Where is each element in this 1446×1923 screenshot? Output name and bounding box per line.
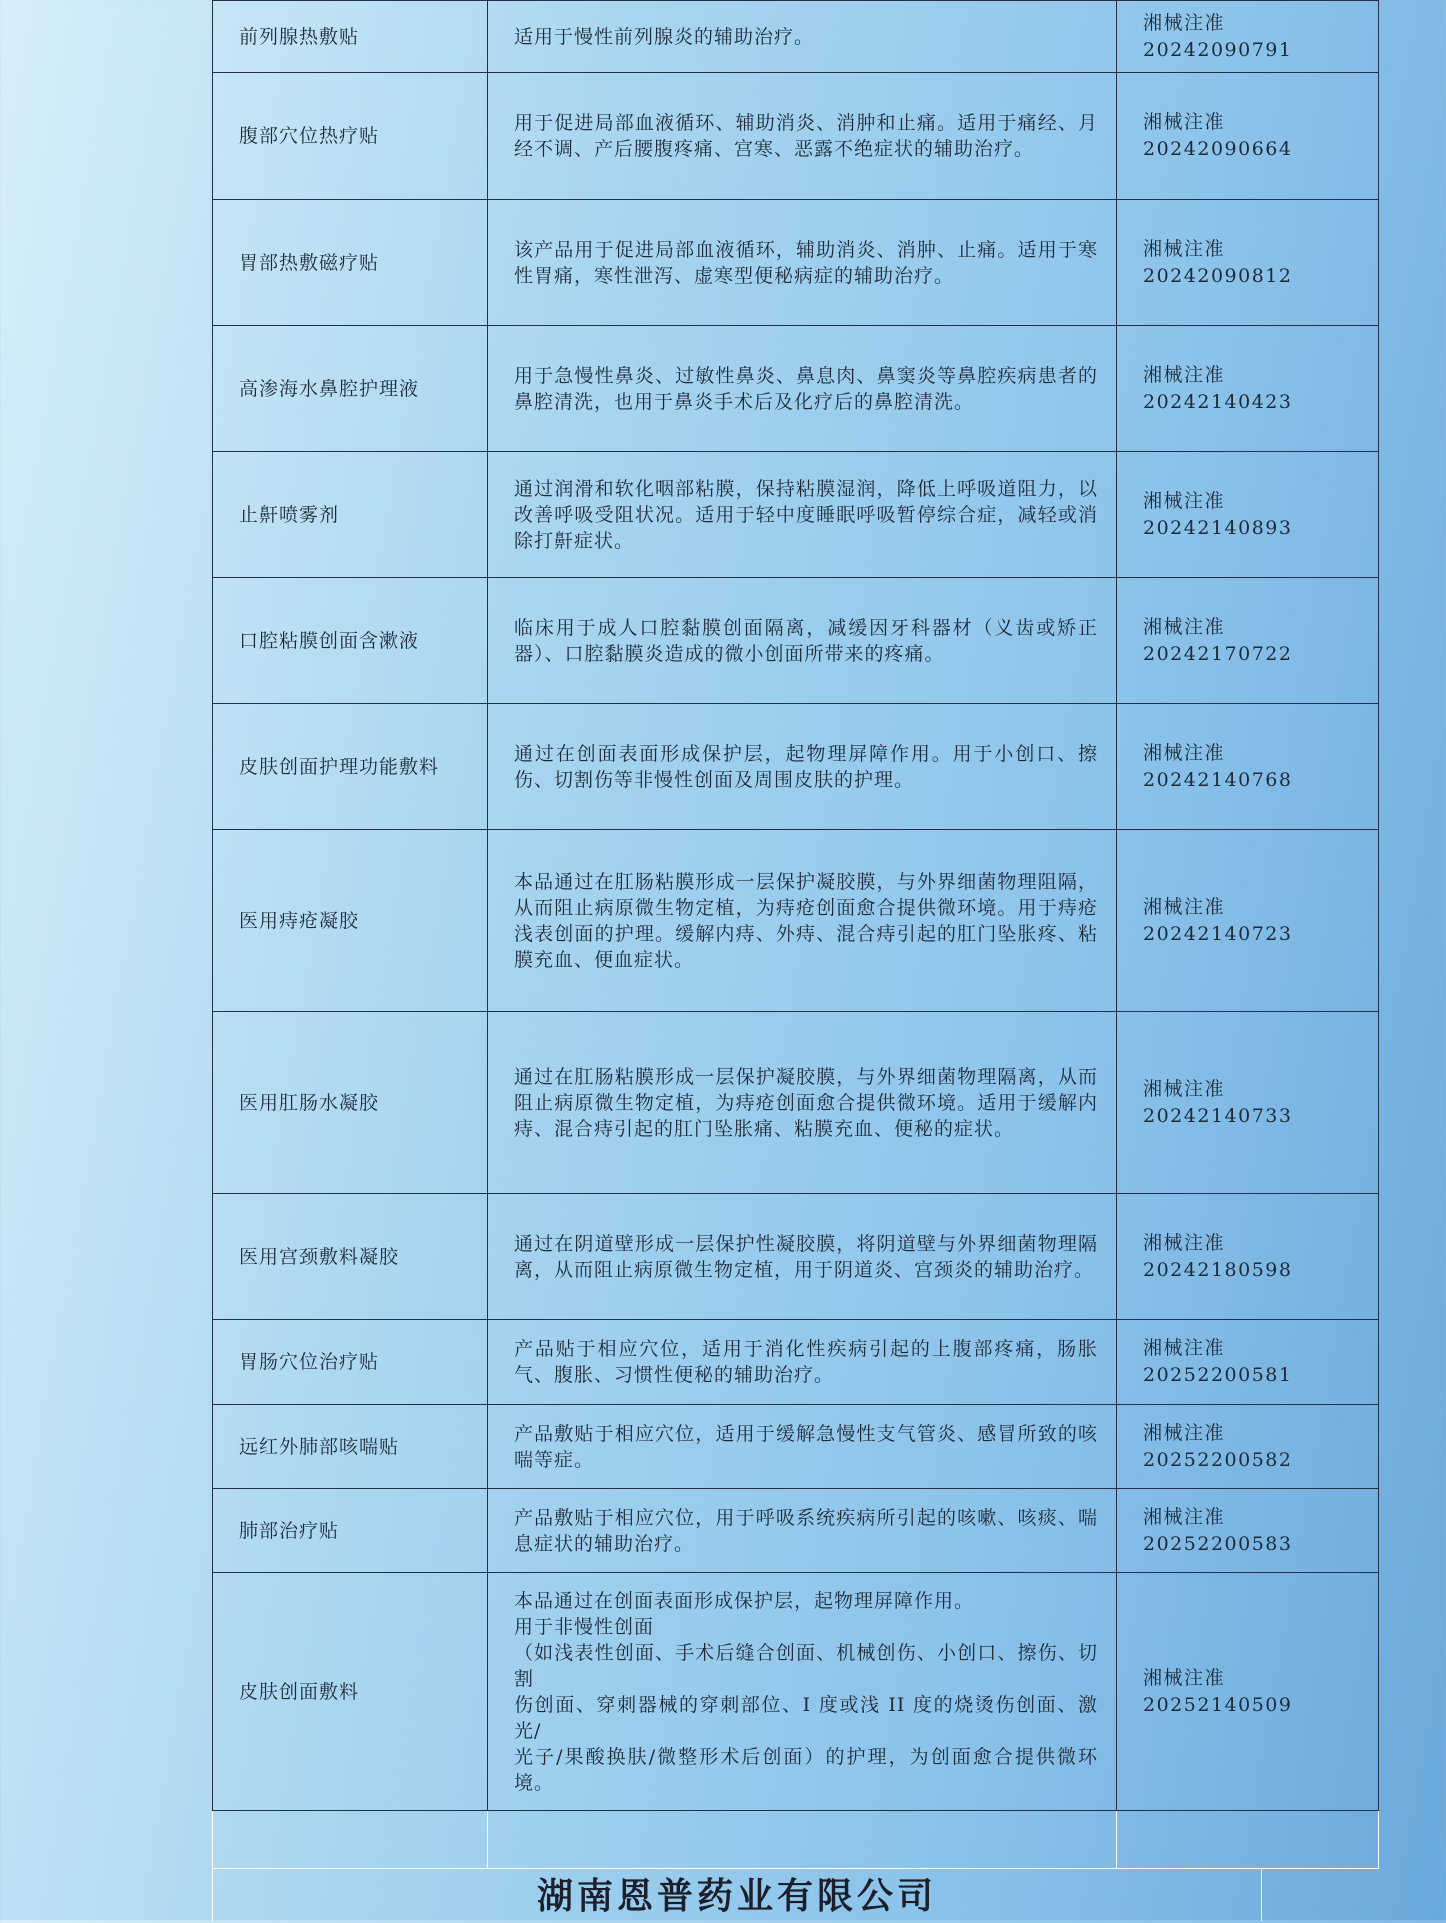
registration-number: 20242170722 <box>1143 642 1293 665</box>
product-table-container <box>212 0 1293 1869</box>
registration-prefix: 湘械注准 <box>1143 237 1226 260</box>
product-name-cell: 皮肤创面护理功能敷料 <box>213 704 488 830</box>
company-name: 湖南恩普药业有限公司 <box>536 1875 937 1917</box>
description-text: 用于急慢性鼻炎、过敏性鼻炎、鼻息肉、鼻窦炎等鼻腔疾病患者的鼻腔清洗，也用于鼻炎手术后及化疗后的鼻腔清洗。 <box>514 364 1098 413</box>
product-name-cell: 皮肤创面敷料 <box>213 1573 488 1811</box>
table-row <box>213 1489 1379 1573</box>
registration-cell <box>1117 1194 1379 1320</box>
description-text: 本品通过在创面表面形成保护层，起物理屏障作用。 <box>514 1589 975 1612</box>
product-name-cell: 止鼾喷雾剂 <box>213 452 488 578</box>
description-text: 本品通过在肛肠粘膜形成一层保护凝胶膜，与外界细菌物理阻隔，从而阻止病原微生物定植，为痔疮创面愈合提供微环境。用于痔疮浅表创面的护理。缓解内痔、外痔、混合痔引起的肛门坠胀疼、粘膜充血、便血症状。 <box>514 870 1098 971</box>
registration-cell <box>1117 578 1379 704</box>
table-row <box>213 1405 1379 1489</box>
table-row <box>213 200 1379 326</box>
registration-cell <box>1117 1012 1379 1194</box>
description-text: 通过在肛肠粘膜形成一层保护凝胶膜，与外界细菌物理隔离，从而阻止病原微生物定植，为痔疮创面愈合提供微环境。适用于缓解内痔、混合痔引起的肛门坠胀痛、粘膜充血、便秘的症状。 <box>514 1065 1098 1140</box>
registration-cell <box>1117 1 1379 73</box>
registration-number: 20242090664 <box>1143 138 1293 160</box>
registration-cell <box>1117 1320 1379 1405</box>
product-description-cell <box>488 704 1117 830</box>
table-row <box>213 830 1379 1012</box>
product-name-cell: 口腔粘膜创面含漱液 <box>213 578 488 704</box>
registration-number: 20242090791 <box>1143 38 1293 61</box>
product-name-cell: 医用肛肠水凝胶 <box>213 1012 488 1194</box>
product-description-cell <box>488 1573 1117 1811</box>
registration-cell <box>1117 830 1379 1012</box>
product-name-cell: 前列腺热敷贴 <box>213 1 488 73</box>
product-description-cell <box>488 1012 1117 1194</box>
registration-prefix: 湘械注准 <box>1143 895 1226 918</box>
registration-number: 20242180598 <box>1143 1258 1293 1281</box>
registration-number: 20242140893 <box>1143 516 1293 539</box>
product-name-cell: 高渗海水鼻腔护理液 <box>213 326 488 452</box>
registration-cell <box>1117 1489 1379 1573</box>
table-row <box>213 704 1379 830</box>
registration-prefix: 湘械注准 <box>1143 1421 1226 1444</box>
registration-prefix: 湘械注准 <box>1143 1666 1226 1689</box>
product-description-cell <box>488 830 1117 1012</box>
description-text: 伤创面、穿刺器械的穿刺部位、I 度或浅 II 度的烧烫伤创面、激光/ <box>514 1693 1098 1742</box>
description-text: 临床用于成人口腔黏膜创面隔离，减缓因牙科器材（义齿或矫正器）、口腔黏膜炎造成的微小创面所带来的疼痛。 <box>514 616 1098 665</box>
product-description-cell <box>488 1489 1117 1573</box>
table-row <box>213 1573 1379 1811</box>
table-row <box>213 73 1379 200</box>
description-text: 产品贴于相应穴位，适用于消化性疾病引起的上腹部疼痛，肠胀气、腹胀、习惯性便秘的辅助治疗。 <box>514 1338 1098 1386</box>
registration-prefix: 湘械注准 <box>1143 1337 1226 1359</box>
product-name-cell: 医用宫颈敷料凝胶 <box>213 1194 488 1320</box>
table-row <box>213 452 1379 578</box>
description-text: 通过润滑和软化咽部粘膜，保持粘膜湿润，降低上呼吸道阻力，以改善呼吸受阻状况。适用于轻中度睡眠呼吸暂停综合症，减轻或消除打鼾症状。 <box>514 477 1098 552</box>
description-text: 产品敷贴于相应穴位，适用于缓解急慢性支气管炎、感冒所致的咳喘等症。 <box>514 1422 1098 1471</box>
description-text: 通过在创面表面形成保护层，起物理屏障作用。用于小创口、擦伤、切割伤等非慢性创面及周围皮肤的护理。 <box>514 742 1098 791</box>
description-text: 用于促进局部血液循环、辅助消炎、消肿和止痛。适用于痛经、月经不调、产后腰腹疼痛、宫寒、恶露不绝症状的辅助治疗。 <box>514 112 1098 160</box>
registration-cell <box>1117 200 1379 326</box>
blank-cell <box>213 1811 488 1869</box>
product-description-cell <box>488 73 1117 200</box>
table-row <box>213 326 1379 452</box>
product-name-cell: 远红外肺部咳喘贴 <box>213 1405 488 1489</box>
table-row <box>213 1194 1379 1320</box>
registration-cell <box>1117 1573 1379 1811</box>
description-text: 通过在阴道壁形成一层保护性凝胶膜，将阴道壁与外界细菌物理隔离，从而阻止病原微生物定植，用于阴道炎、宫颈炎的辅助治疗。 <box>514 1232 1098 1281</box>
product-description-cell <box>488 1 1117 73</box>
registration-number: 20242140733 <box>1143 1104 1293 1127</box>
registration-prefix: 湘械注准 <box>1143 363 1226 386</box>
registration-prefix: 湘械注准 <box>1143 111 1226 133</box>
description-text: 用于非慢性创面 <box>514 1615 655 1638</box>
blank-table-row <box>213 1811 1379 1869</box>
registration-prefix: 湘械注准 <box>1143 1077 1226 1100</box>
description-text: （如浅表性创面、手术后缝合创面、机械创伤、小创口、擦伤、切割 <box>514 1641 1098 1690</box>
product-description-cell <box>488 452 1117 578</box>
registration-number: 20242140723 <box>1143 922 1293 945</box>
registration-number: 20252200583 <box>1143 1532 1293 1555</box>
registration-cell <box>1117 326 1379 452</box>
table-row <box>213 578 1379 704</box>
registration-number: 20242140423 <box>1143 390 1293 413</box>
description-text: 产品敷贴于相应穴位，用于呼吸系统疾病所引起的咳嗽、咳痰、喘息症状的辅助治疗。 <box>514 1506 1098 1555</box>
product-description-cell <box>488 1194 1117 1320</box>
registration-number: 20242090812 <box>1143 264 1293 287</box>
registration-prefix: 湘械注准 <box>1143 615 1226 638</box>
table-row <box>213 1 1379 73</box>
registration-prefix: 湘械注准 <box>1143 1505 1226 1528</box>
registration-prefix: 湘械注准 <box>1143 489 1226 512</box>
table-row <box>213 1012 1379 1194</box>
product-description-cell <box>488 200 1117 326</box>
product-description-cell <box>488 1320 1117 1405</box>
product-table-body <box>213 1 1379 1869</box>
product-name-cell: 肺部治疗贴 <box>213 1489 488 1573</box>
product-name-cell: 胃部热敷磁疗贴 <box>213 200 488 326</box>
registration-prefix: 湘械注准 <box>1143 11 1226 34</box>
product-registration-table <box>212 0 1379 1869</box>
product-name-cell: 医用痔疮凝胶 <box>213 830 488 1012</box>
description-text: 光子/果酸换肤/微整形术后创面）的护理，为创面愈合提供微环境。 <box>514 1745 1098 1794</box>
description-text: 适用于慢性前列腺炎的辅助治疗。 <box>514 25 815 48</box>
registration-cell <box>1117 452 1379 578</box>
blank-cell <box>488 1811 1117 1869</box>
blank-cell <box>1117 1811 1379 1869</box>
footer <box>212 1868 1262 1921</box>
product-description-cell <box>488 578 1117 704</box>
product-name-cell: 腹部穴位热疗贴 <box>213 73 488 200</box>
registration-number: 20252200581 <box>1143 1364 1293 1386</box>
product-name-cell: 胃肠穴位治疗贴 <box>213 1320 488 1405</box>
table-row <box>213 1320 1379 1405</box>
registration-cell <box>1117 1405 1379 1489</box>
description-text: 该产品用于促进局部血液循环，辅助消炎、消肿、止痛。适用于寒性胃痛，寒性泄泻、虚寒型便秘病症的辅助治疗。 <box>514 238 1098 287</box>
product-description-cell <box>488 1405 1117 1489</box>
registration-cell <box>1117 704 1379 830</box>
product-description-cell <box>488 326 1117 452</box>
registration-number: 20252140509 <box>1143 1693 1293 1716</box>
registration-prefix: 湘械注准 <box>1143 741 1226 764</box>
registration-prefix: 湘械注准 <box>1143 1231 1226 1254</box>
registration-number: 20252200582 <box>1143 1448 1293 1471</box>
registration-cell <box>1117 73 1379 200</box>
registration-number: 20242140768 <box>1143 768 1293 791</box>
